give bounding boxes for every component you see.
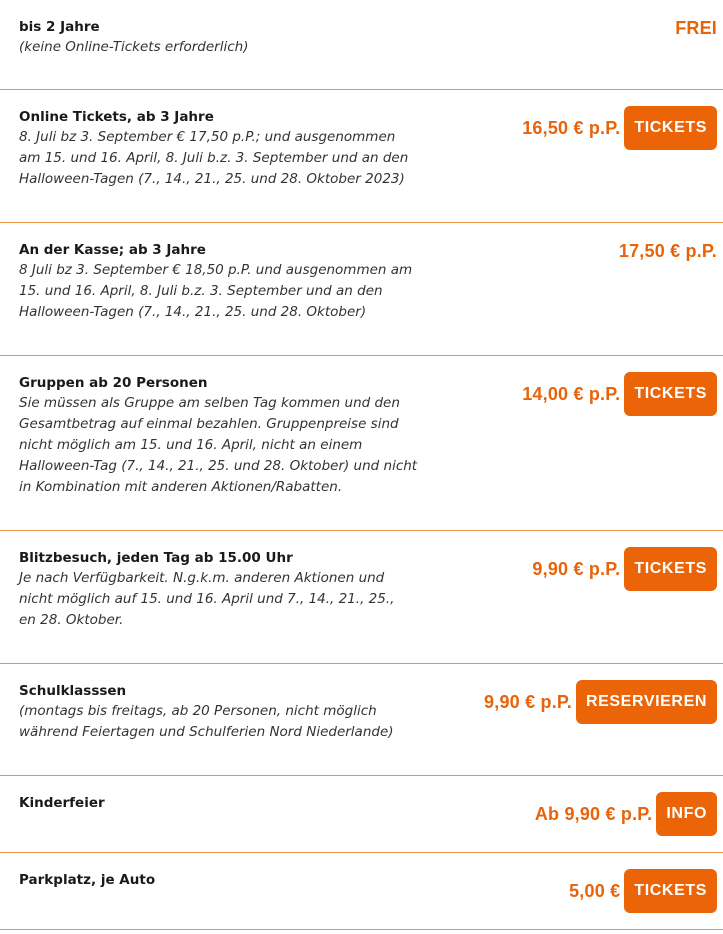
row-title: Online Tickets, ab 3 Jahre	[19, 109, 214, 125]
row-price: 14,00 € p.P.	[522, 383, 621, 404]
row-title: Gruppen ab 20 Personen	[19, 375, 208, 391]
row-price: 17,50 € p.P.	[618, 241, 717, 261]
row-price: FREI	[675, 18, 717, 38]
price-row	[0, 223, 723, 356]
price-row	[0, 531, 723, 664]
reservieren-button[interactable]: RESERVIEREN	[576, 680, 717, 724]
row-description: Sie müssen als Gruppe am selben Tag kommen und den Gesamtbetrag auf einmal bezahlen. Gruppenpreise sind nicht möglich am 15. und 16. April, nicht an einem Halloween-Tag (7., 14., 21., 25. und 28. Oktober) und nicht in Kombination mit anderen Aktionen/Rabatten.	[19, 395, 418, 495]
price-row	[0, 90, 723, 223]
price-row	[0, 0, 723, 90]
row-title: Kinderfeier	[19, 795, 105, 811]
price-row	[0, 853, 723, 930]
tickets-button[interactable]: TICKETS	[624, 372, 717, 416]
info-button[interactable]: INFO	[656, 792, 717, 836]
row-description: 8 Juli bz 3. September € 18,50 p.P. und ausgenommen am 15. und 16. April, 8. Juli b.z. 3. September und an den Halloween-Tagen (7., 14., 21., 25. und 28. Oktober)	[19, 262, 413, 320]
row-description: Je nach Verfügbarkeit. N.g.k.m. anderen Aktionen und nicht möglich auf 15. und 16. April und 7., 14., 21., 25., en 28. Oktober.	[19, 570, 395, 628]
price-row	[0, 356, 723, 531]
row-title: Blitzbesuch, jeden Tag ab 15.00 Uhr	[19, 550, 293, 566]
row-price: 9,90 € p.P.	[532, 558, 621, 579]
row-price: 9,90 € p.P.	[484, 691, 572, 712]
row-price: 16,50 € p.P.	[522, 117, 621, 138]
price-row	[0, 664, 723, 776]
tickets-button[interactable]: TICKETS	[624, 547, 717, 591]
price-row	[0, 776, 723, 853]
tickets-button[interactable]: TICKETS	[624, 869, 717, 913]
row-title: bis 2 Jahre	[19, 19, 100, 35]
row-price: Ab 9,90 € p.P.	[534, 803, 653, 824]
tickets-button[interactable]: TICKETS	[624, 106, 717, 150]
row-title: Parkplatz, je Auto	[19, 872, 156, 888]
row-description: 8. Juli bz 3. September € 17,50 p.P.; und ausgenommen am 15. und 16. April, 8. Juli b.z. 3. September und an den Halloween-Tagen (7., 14., 21., 25. und 28. Oktober 2023)	[19, 129, 409, 187]
row-price: 5,00 €	[569, 880, 621, 901]
row-description: (montags bis freitags, ab 20 Personen, nicht möglich während Feiertagen und Schulferien Nord Niederlande)	[19, 703, 394, 740]
row-description: (keine Online-Tickets erforderlich)	[19, 39, 249, 55]
row-title: An der Kasse; ab 3 Jahre	[19, 242, 206, 258]
row-title: Schulklasssen	[19, 683, 127, 699]
